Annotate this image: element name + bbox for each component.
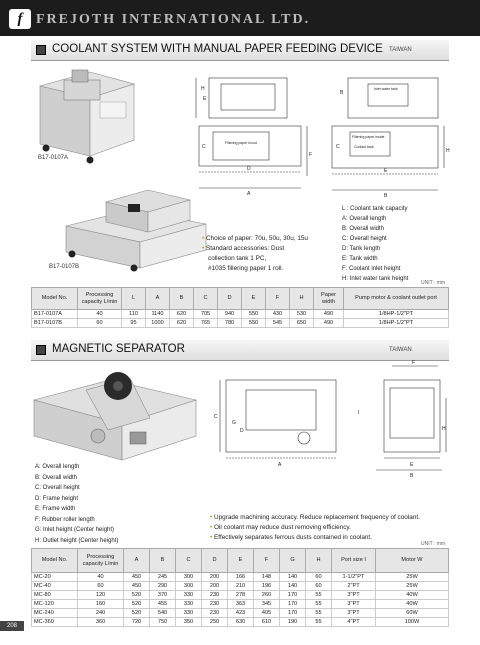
svg-text:B: B — [340, 90, 344, 96]
magnetic-unit: UNIT : mm — [421, 541, 446, 547]
feature-item: • Effectively separates ferrous dusts contained in coolant. — [210, 534, 372, 541]
table-cell: 230 — [202, 600, 228, 609]
table-cell: 230 — [202, 591, 228, 600]
svg-text:A: A — [278, 462, 282, 468]
feature-item: • Oil coolant may reduce dust removing efficiency. — [210, 524, 351, 531]
table-cell: 3"PT — [332, 591, 376, 600]
legend-item: G: Inlet height (Center height) — [35, 527, 115, 533]
svg-text:E: E — [410, 462, 414, 468]
legend-item: H: Inlet water tank height — [342, 276, 409, 282]
table-cell: 200 — [202, 573, 228, 582]
legend-item: F: Coolant inlet height — [342, 266, 401, 272]
table-cell: 330 — [176, 600, 202, 609]
table-row — [32, 600, 449, 609]
table-row — [32, 618, 449, 627]
table-row — [32, 591, 449, 600]
legend-item: A: Overall length — [342, 216, 387, 222]
svg-text:C: C — [202, 144, 206, 150]
table-cell: 300 — [176, 582, 202, 591]
svg-text:C: C — [214, 414, 218, 420]
table-cell: 240 — [78, 609, 124, 618]
legend-item: C: Overall height — [35, 485, 80, 491]
table-cell: 350 — [176, 618, 202, 627]
table-cell: 360 — [78, 618, 124, 627]
magnetic-spec-table — [31, 548, 449, 627]
feature-item: • Upgrade machining accuracy. Reduce replacement frequency of coolant. — [210, 514, 420, 521]
legend-item: A: Overall length — [35, 464, 80, 470]
table-cell: 40W — [376, 600, 449, 609]
table-cell: MC-80 — [32, 591, 78, 600]
legend-item: D: Frame height — [35, 495, 79, 502]
table-cell: 750 — [150, 618, 176, 627]
table-cell: 630 — [228, 618, 254, 627]
table-cell: MC-120 — [32, 600, 78, 609]
table-cell: 260 — [254, 591, 280, 600]
feature-item: • Standard accessories: Dust — [202, 245, 285, 252]
table-cell: 520 — [124, 609, 150, 618]
table-cell: 540 — [150, 609, 176, 618]
table-cell: 450 — [124, 582, 150, 591]
table-row — [32, 573, 449, 582]
svg-text:E: E — [203, 96, 207, 102]
table-cell: 2"PT — [332, 582, 376, 591]
magnetic-drawing — [206, 358, 450, 478]
drawing-label-paper: Filtering paper inside — [352, 135, 385, 139]
table-cell: MC-360 — [32, 618, 78, 627]
svg-text:B: B — [410, 473, 414, 479]
table-cell: 166 — [228, 573, 254, 582]
table-cell: 520 — [124, 591, 150, 600]
table-cell: 200 — [202, 582, 228, 591]
table-cell: 370 — [150, 591, 176, 600]
table-cell: MC-40 — [32, 582, 78, 591]
table-cell: 60W — [376, 609, 449, 618]
magnetic-legend — [35, 462, 118, 546]
photo-b-label: B17-0107B — [49, 264, 80, 270]
table-cell: 230 — [202, 609, 228, 618]
coolant-origin-tag: TAIWAN — [389, 47, 412, 53]
table-cell: 330 — [176, 591, 202, 600]
table-header-row: Model No. Processing capacity L/min L A B C D E F H Paper width Pump motor & coolant outlet port — [32, 288, 449, 310]
table-cell: 100W — [376, 618, 449, 627]
table-cell: 210 — [228, 582, 254, 591]
table-cell: 25W — [376, 582, 449, 591]
svg-text:F: F — [309, 152, 313, 158]
table-row — [32, 609, 449, 618]
svg-text:E: E — [384, 168, 388, 174]
table-cell: 610 — [254, 618, 280, 627]
legend-item: F: Rubber roller length — [35, 516, 95, 523]
table-cell: 300 — [176, 573, 202, 582]
table-cell: 190 — [280, 618, 306, 627]
table-cell: 148 — [254, 573, 280, 582]
legend-item: E: Frame width — [35, 506, 76, 512]
drawing-label-top-box: Inlet water tank — [374, 87, 398, 91]
legend-item: H: Outlet height (Center height) — [35, 537, 119, 544]
table-cell: 196 — [254, 582, 280, 591]
table-cell: 455 — [150, 600, 176, 609]
drawing-label-flow: Filtering paper in/out — [225, 141, 257, 145]
magnetic-section-title: MAGNETIC SEPARATOR — [52, 343, 185, 355]
table-cell: MC-20 — [32, 573, 78, 582]
table-row — [32, 582, 449, 591]
coolant-side-drawing — [326, 66, 449, 199]
feature-item: • Choice of paper: 70u, 50u, 30u, 15u — [202, 235, 308, 242]
table-cell: 55 — [306, 618, 332, 627]
table-cell: 140 — [280, 582, 306, 591]
table-cell: 170 — [280, 609, 306, 618]
coolant-photo-a — [30, 64, 142, 164]
table-header-row: Model No. Processing capacity L/min A B C D E F G H Port size I Motor W — [32, 549, 449, 573]
svg-text:H: H — [442, 426, 446, 432]
svg-text:B: B — [384, 193, 388, 199]
table-cell: 423 — [228, 609, 254, 618]
table-cell: 290 — [150, 582, 176, 591]
table-cell: 55 — [306, 609, 332, 618]
magnetic-origin-tag: TAIWAN — [389, 347, 412, 353]
table-cell: 345 — [254, 600, 280, 609]
page-number: 208 — [0, 621, 24, 631]
coolant-features — [202, 234, 308, 274]
svg-text:H: H — [446, 148, 450, 154]
table-cell: 140 — [280, 573, 306, 582]
legend-item: E: Tank width — [342, 256, 378, 262]
table-cell: 520 — [124, 600, 150, 609]
legend-item: B: Overall width — [342, 226, 385, 232]
table-cell: 40 — [78, 573, 124, 582]
legend-item: L : Coolant tank capacity — [342, 206, 408, 212]
photo-a-label: B17-0107A — [38, 155, 69, 161]
legend-item: D: Tank length — [342, 246, 381, 252]
logo-icon: f — [9, 9, 31, 29]
table-cell: 278 — [228, 591, 254, 600]
table-cell: 250 — [202, 618, 228, 627]
table-cell: 3"PT — [332, 600, 376, 609]
brand-name: FREJOTH INTERNATIONAL LTD. — [36, 12, 311, 27]
table-cell: 120 — [78, 591, 124, 600]
table-cell: 60 — [306, 573, 332, 582]
svg-text:D: D — [240, 428, 244, 434]
section-marker-icon — [36, 45, 46, 55]
table-cell: 4"PT — [332, 618, 376, 627]
coolant-photo-b — [62, 180, 210, 275]
svg-text:C: C — [336, 144, 340, 150]
table-cell: 245 — [150, 573, 176, 582]
table-cell: 60 — [306, 582, 332, 591]
table-cell: 450 — [124, 573, 150, 582]
table-cell: 363 — [228, 600, 254, 609]
magnetic-features — [210, 513, 420, 543]
magnetic-photo — [30, 366, 200, 464]
feature-item: collection tank 1 PC, — [208, 255, 267, 262]
table-row: B17-0107A 40 110 1140 620 705 940 550 430 530 490 1/8HP-1/2"PT — [32, 310, 449, 319]
table-cell: 405 — [254, 609, 280, 618]
table-cell: 720 — [124, 618, 150, 627]
svg-text:G: G — [232, 420, 236, 426]
svg-text:D: D — [247, 166, 251, 172]
legend-item: B: Overall width — [35, 474, 78, 481]
table-cell: 330 — [176, 609, 202, 618]
coolant-section-title: COOLANT SYSTEM WITH MANUAL PAPER FEEDING DEVICE — [52, 43, 383, 55]
svg-text:F: F — [412, 360, 416, 366]
table-cell: 3"PT — [332, 609, 376, 618]
table-cell: 55 — [306, 600, 332, 609]
legend-item: C: Overall height — [342, 236, 387, 242]
table-cell: 1-1/2"PT — [332, 573, 376, 582]
table-cell: 160 — [78, 600, 124, 609]
table-cell: 170 — [280, 600, 306, 609]
coolant-front-drawing — [193, 66, 321, 199]
svg-text:A: A — [247, 191, 251, 197]
table-cell: 40W — [376, 591, 449, 600]
table-cell: 55 — [306, 591, 332, 600]
coolant-spec-table — [31, 287, 449, 328]
section-marker-icon — [36, 345, 46, 355]
table-cell: 60 — [78, 582, 124, 591]
svg-text:H: H — [201, 86, 205, 92]
drawing-label-tank: Coolant tank — [354, 145, 374, 149]
table-row: B17-0107B 60 95 1000 620 765 780 550 545 650 490 1/8HP-1/2"PT — [32, 319, 449, 328]
feature-item: #1035 fillering paper 1 roll. — [208, 265, 284, 272]
coolant-unit: UNIT : mm — [421, 280, 446, 286]
table-cell: MC-240 — [32, 609, 78, 618]
table-cell: 170 — [280, 591, 306, 600]
table-cell: 25W — [376, 573, 449, 582]
svg-text:I: I — [358, 410, 360, 416]
coolant-legend — [342, 204, 408, 284]
